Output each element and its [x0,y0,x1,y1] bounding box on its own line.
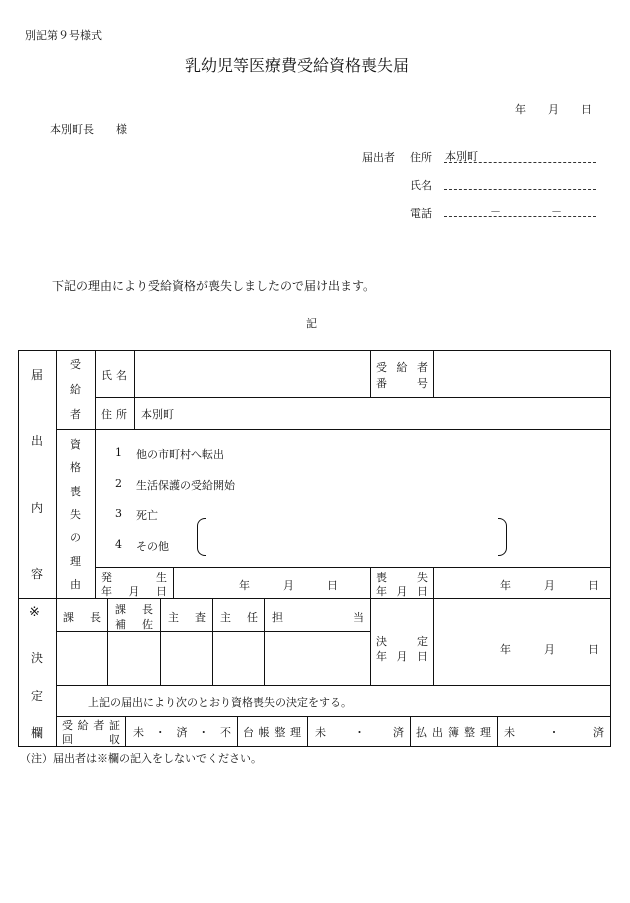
label-char: 給 [70,383,81,396]
label-char: 年 [376,585,387,598]
label-char: 佐 [142,618,153,631]
label-char: 整 [464,726,475,739]
label-char: 課 [115,603,126,616]
other-reason-bracket-right [498,518,507,556]
loss-label-2 [376,583,428,599]
label-char: 月 [128,585,140,598]
label-char: 出 [30,434,43,449]
form-number: 別記第９号様式 [25,29,102,42]
reason-text: 生活保護の受給開始 [136,479,235,492]
applicant-role-label: 届出者 [362,151,395,164]
col-kacho-hosa [115,601,153,617]
label-char: 氏 [101,369,112,382]
label-char: 課 [63,611,74,624]
payment-status-options[interactable]: 未 ・ 済 [504,726,604,739]
other-reason-field[interactable] [197,518,206,556]
address-label [101,406,127,422]
label-char: 内 [30,500,43,515]
label-char: の [70,531,81,545]
applicant-name-label: 氏名 [410,179,432,192]
applicant-phone-label: 電話 [410,207,432,220]
label-char: 月 [396,585,408,598]
applicant-address-field[interactable]: 本別町 [445,150,478,163]
label-char: 帳 [258,726,270,739]
recipient-address-field[interactable]: 本別町 [141,408,174,421]
stamp-cell[interactable] [108,632,160,685]
label-char: 理 [70,554,81,568]
col-kacho [63,609,101,625]
reason-number: 1 [115,446,122,459]
label-char: 払 [416,726,427,739]
recipient-label [56,356,95,422]
applicant-name-field[interactable] [444,189,596,190]
decision-statement: 上記の届出により次のとおり資格喪失の決定をする。 [88,696,352,709]
label-char: 担 [272,611,283,624]
label-char: 受 [376,361,387,374]
label-char: 所 [116,408,127,421]
label-char: 主 [168,611,179,624]
page-title: 乳幼児等医療費受給資格喪失届 [185,56,410,75]
label-char: 理 [289,726,301,739]
label-char: 回 [62,733,73,746]
label-char: 定 [30,688,43,703]
decision-date-label [376,633,428,649]
label-char: 失 [70,507,81,521]
label-char: 収 [109,733,120,746]
stamp-cell[interactable] [265,632,370,685]
label-char: 住 [101,408,112,421]
recipient-number-field[interactable] [434,351,610,397]
label-char: 月 [396,650,408,663]
payment-label [416,724,491,740]
section-label-todokede [18,366,56,582]
label-char: 格 [70,461,81,475]
phone-separator: － [490,205,501,218]
stamp-cell[interactable] [57,632,107,685]
applicant-address-line [444,162,596,163]
label-char: 資 [70,438,81,451]
applicant-address-label: 住所 [410,151,432,164]
label-char: 届 [30,368,43,382]
reason-label [56,436,95,592]
name-label [101,367,127,383]
label-char: 任 [247,611,258,624]
recipient-name-field[interactable] [135,351,369,397]
reason-text: その他 [136,540,169,553]
ki-label: 記 [306,317,317,330]
label-char: 理 [480,726,491,739]
label-char: 者 [417,361,428,374]
label-char: 欄 [30,726,43,740]
label-char: 号 [417,377,428,390]
label-char: 主 [220,611,231,624]
recipient-number-label [376,359,428,375]
ledger-status-options[interactable]: 未 ・ 済 [315,726,404,739]
label-char: 者 [70,408,81,421]
label-char: 証 [108,719,120,732]
label-char: 受 [62,719,73,732]
footnote: （注）届出者は※欄の記入をしないでください。 [20,752,262,765]
label-char: 給 [396,361,408,374]
label-char: 受 [70,358,81,371]
reason-number: 3 [115,507,122,520]
reason-text: 死亡 [136,509,158,522]
label-char: 容 [30,566,43,581]
submission-date[interactable]: 年 月 日 [515,103,592,116]
reason-number: 2 [115,477,122,490]
label-char: 日 [156,585,167,598]
stamp-cell[interactable] [213,632,264,685]
label-char: 決 [376,635,387,648]
occurrence-date-field[interactable]: 年 月 日 [239,579,338,592]
label-char: 給 [77,719,89,732]
phone-separator: － [551,205,562,218]
addressee: 本別町長 様 [50,123,127,136]
col-shusa [168,609,206,625]
label-char: 者 [93,719,105,732]
reason-text: 他の市町村へ転出 [136,448,224,461]
label-char: 長 [90,611,101,624]
label-char: 失 [417,571,428,584]
stamp-cell[interactable] [161,632,212,685]
applicant-phone-field[interactable] [444,216,596,217]
label-char: 台 [243,726,254,739]
label-char: 長 [142,603,153,616]
certificate-status-options[interactable]: 未 ・ 済 ・ 不 [133,726,231,739]
label-char: 名 [116,369,127,382]
reason-number: 4 [115,538,122,551]
col-kacho-hosa-2 [115,616,153,632]
label-char: 年 [101,585,112,598]
official-use-mark: ※ [29,605,40,620]
loss-date-field[interactable]: 年 月 日 [500,579,599,592]
decision-date-label-2 [376,648,428,664]
label-char: 発 [101,571,112,584]
label-char: 決 [30,651,43,665]
body-text: 下記の理由により受給資格が喪失しましたので届け出ます。 [52,279,376,293]
label-char: 出 [432,726,443,739]
label-char: 整 [274,726,286,739]
recipient-number-label-2 [376,375,428,391]
label-char: 定 [417,635,428,648]
label-char: 日 [417,585,428,598]
occurrence-label-2 [101,583,167,599]
label-char: 簿 [448,726,459,739]
label-char: 日 [417,650,428,663]
label-char: 由 [70,577,81,591]
decision-section-label [18,649,56,741]
ledger-label [243,724,301,740]
label-char: 査 [195,611,206,624]
label-char: 喪 [376,571,387,584]
decision-date-field[interactable]: 年 月 日 [500,643,599,656]
label-char: 当 [353,611,364,624]
label-char: 生 [156,571,167,584]
label-char: 年 [376,650,387,663]
col-shunin [220,609,258,625]
label-char: 番 [376,377,387,390]
certificate-return-label-2 [62,731,120,747]
label-char: 喪 [70,484,81,498]
label-char: 補 [115,618,126,631]
col-tanto [272,609,364,625]
